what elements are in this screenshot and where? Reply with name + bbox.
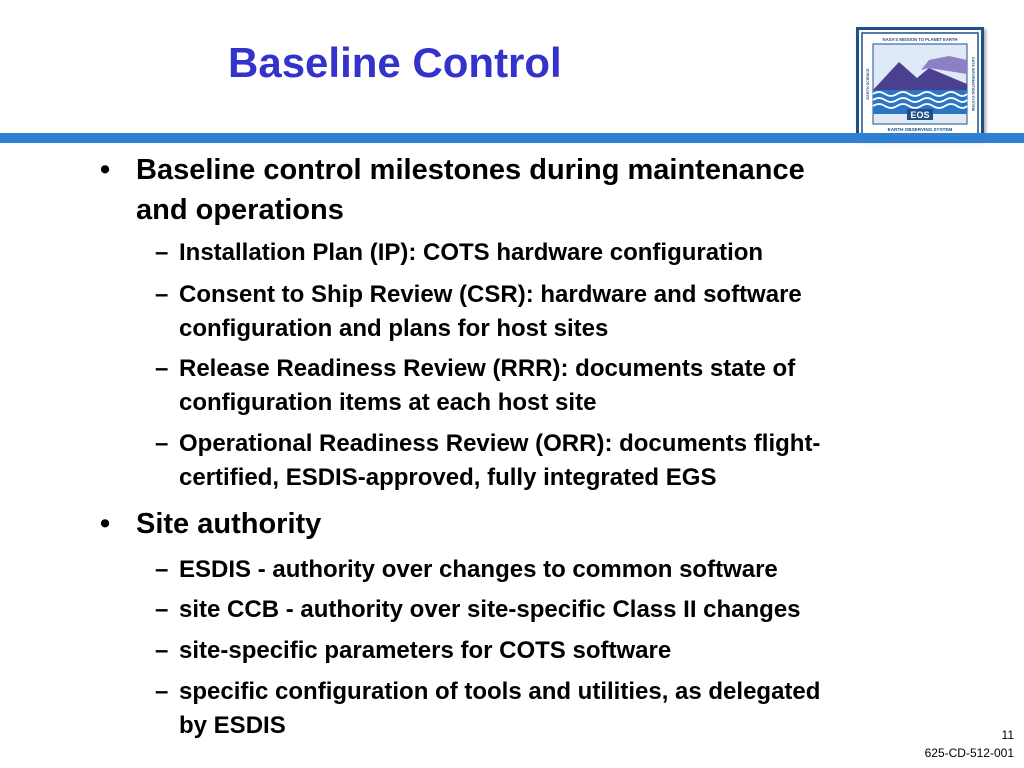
sub-bullet-marker: – (155, 678, 169, 705)
sub-bullet-marker: – (155, 239, 169, 266)
sub-bullet-marker: – (155, 430, 169, 457)
sub-bullet-text-line: site CCB - authority over site-specific Class II changes (179, 596, 801, 623)
sub-bullet-item (155, 634, 969, 668)
sub-bullet-marker: – (155, 596, 169, 623)
slide-footer (925, 726, 1014, 762)
sub-bullet-text-line: configuration and plans for host sites (179, 315, 609, 342)
sub-bullet-item (155, 553, 969, 587)
sub-bullet-item (155, 593, 969, 627)
logo-left-text: EARTH SCIENCE (866, 68, 870, 100)
bullet-marker: • (100, 508, 111, 540)
title-divider (0, 133, 1024, 143)
bullet-text-line: Site authority (136, 508, 322, 540)
sub-bullet-text-line: by ESDIS (179, 712, 286, 739)
sub-bullet-text-line: Release Readiness Review (RRR): documents state of (179, 355, 796, 382)
logo-right-text: DATA INFORMATION SYSTEM (971, 56, 975, 112)
sub-bullet-text-line: specific configuration of tools and utilities, as delegated (179, 678, 821, 705)
sub-bullet-marker: – (155, 281, 169, 308)
logo-bottom-text: EARTH OBSERVING SYSTEM (887, 127, 953, 132)
bullet-text-line: Baseline control milestones during maintenance (136, 154, 805, 186)
sub-bullet-item (155, 675, 969, 743)
sub-bullet-item (155, 352, 969, 420)
sub-bullet-text-line: certified, ESDIS-approved, fully integrated EGS (179, 464, 717, 491)
bullet-item (100, 150, 956, 230)
document-id: 625-CD-512-001 (924, 746, 1014, 760)
sub-bullet-item (155, 427, 969, 495)
logo-center-text: EOS (910, 110, 930, 120)
sub-bullet-marker: – (155, 637, 169, 664)
sub-bullet-item (155, 236, 969, 270)
sub-bullet-marker: – (155, 355, 169, 382)
sub-bullet-text-line: Consent to Ship Review (CSR): hardware and software (179, 281, 802, 308)
sub-bullet-text-line: configuration items at each host site (179, 389, 597, 416)
sub-bullet-text-line: site-specific parameters for COTS software (179, 637, 672, 664)
eos-logo (856, 27, 984, 140)
bullet-item (100, 504, 956, 544)
sub-bullet-marker: – (155, 556, 169, 583)
sub-bullet-text-line: ESDIS - authority over changes to common software (179, 556, 778, 583)
slide-title: Baseline Control (228, 39, 562, 86)
bullet-text-line: and operations (136, 194, 344, 226)
eos-logo-graphic (859, 30, 981, 137)
bullet-marker: • (100, 154, 111, 186)
sub-bullet-text-line: Installation Plan (IP): COTS hardware configuration (179, 239, 764, 266)
sub-bullet-text-line: Operational Readiness Review (ORR): documents flight- (179, 430, 821, 457)
page-number: 11 (1001, 728, 1014, 742)
logo-top-text: NASA'S MISSION TO PLANET EARTH (882, 37, 958, 42)
sub-bullet-item (155, 278, 969, 346)
